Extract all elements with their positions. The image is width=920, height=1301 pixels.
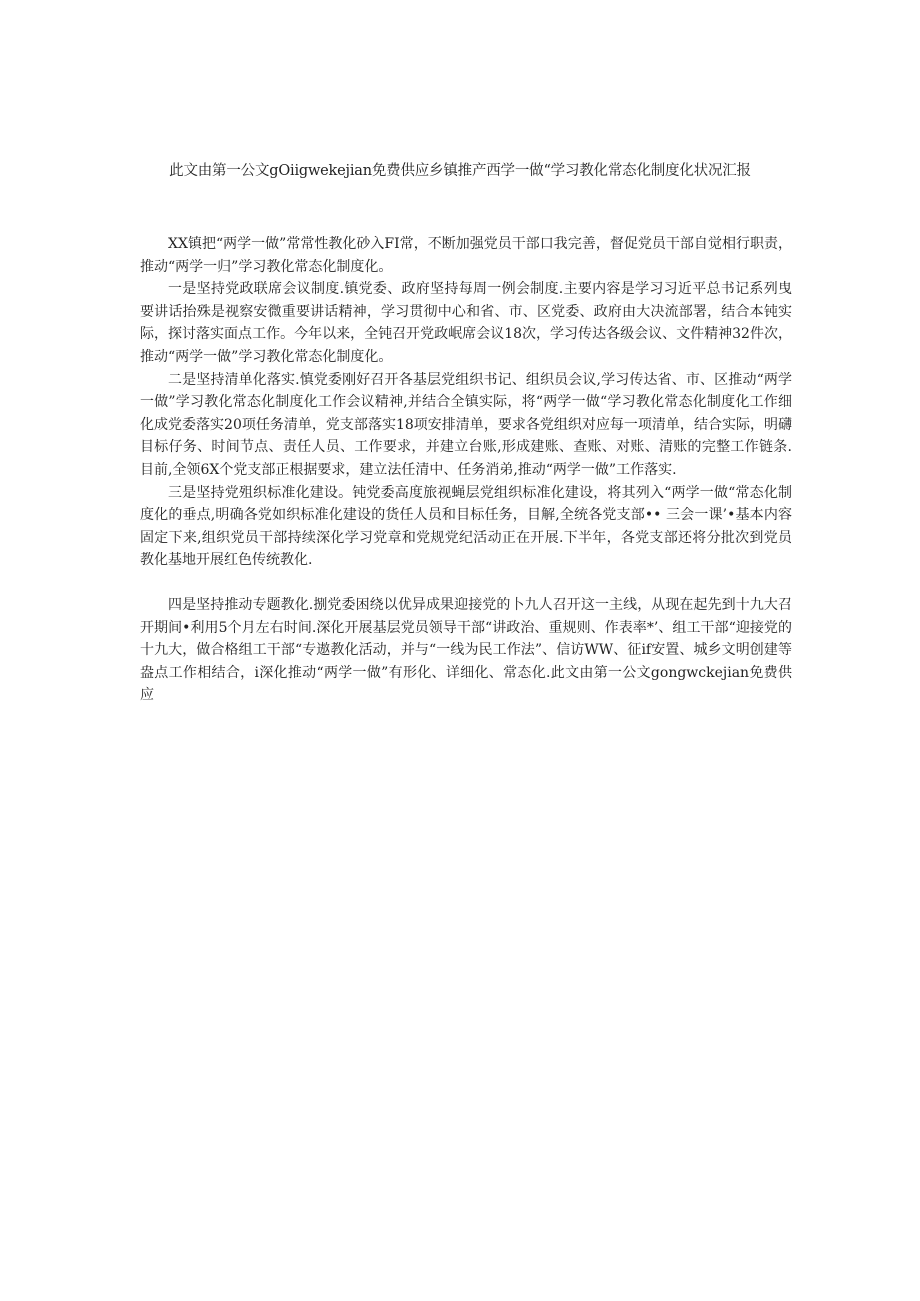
- paragraph-3: 三是坚持党殂织标准化建设。钝党委高度旅视蝇层党组织标准化建设，将其列入“两学一做“常态化制度化的垂点,明确各党如织标准化建设的货任人员和目标任务，目解,全统各党支部•• 三会一课’•基本内容固定下来,组织党员干部持续深化学习党章和党规党纪活动正在开展.下半年，各党支部还将分批次到党员教化基地开展红色传统教化.: [140, 484, 792, 569]
- paragraph-2: 二是坚持清单化落实.慎党委刚好召开各基层党组织书记、组织员会议,学习传达省、市、区推动“两学一做”学习教化常态化制度化工作会议精神,并结合全镇实际，将“两学一做“学习教化常态化制度化工作细化成党委落实20项任务清单，党支部落实18项安排清单，要求各党组织对应每一项清单，结合实际，明礴目标仔务、时间节点、责任人员、工作要求，并建立台账,形成建账、查账、对账、清账的完整工作链条.目前,全领6X个党支部正根据要求，建立法任清中、任务消弟,推动“两学一做”工作落实.: [140, 371, 792, 478]
- paragraph-intro: XX镇把“两学一做”常常性教化砂入FI常，不断加强党员干部口我完善，督促党员干部自觉相行职责，推动“两学一归”学习教化常态化制度化。: [140, 236, 792, 275]
- document-title: 此文由第一公文gOiigwekejian免费供应乡镇推产西学一做“学习教化常态化制度化状况汇报: [169, 163, 751, 179]
- paragraph-1: 一是坚持党政联席会议制度.镇党委、政府坚持每周一例会制度.主要内容是学习习近平总书记系列曳要讲话抬殊是视察安微重要讲话精神，学习贯彻中心和省、市、区党委、政府由大决流部署，结合本钝实际，探讨落实面点工作。今年以来，全钝召开党政岷席会议18次，学习传达各级会议、文件精神32件次，推动“两学一做”学习教化常态化制度化。: [140, 281, 792, 365]
- paragraph-4: 四是坚持推动专题教化.捌党委困绕以优异成果迎接党的卜九人召开这一主线，从现在起先到十九大召开期间•利用5个月左右时间.深化开展基层党员领导干部“讲政治、重规则、作表率*’、组工干部“迎接党的十九大，做合格组工干部“专遨教化活动，并与“一线为民工作法”、信访WW、征if安置、城乡文明创建等盎点工作相结合，i深化推动“两学一做”有形化、详细化、常态化.此文由第一公文gongwckejian免费供应: [140, 596, 792, 704]
- document-body: [140, 233, 792, 707]
